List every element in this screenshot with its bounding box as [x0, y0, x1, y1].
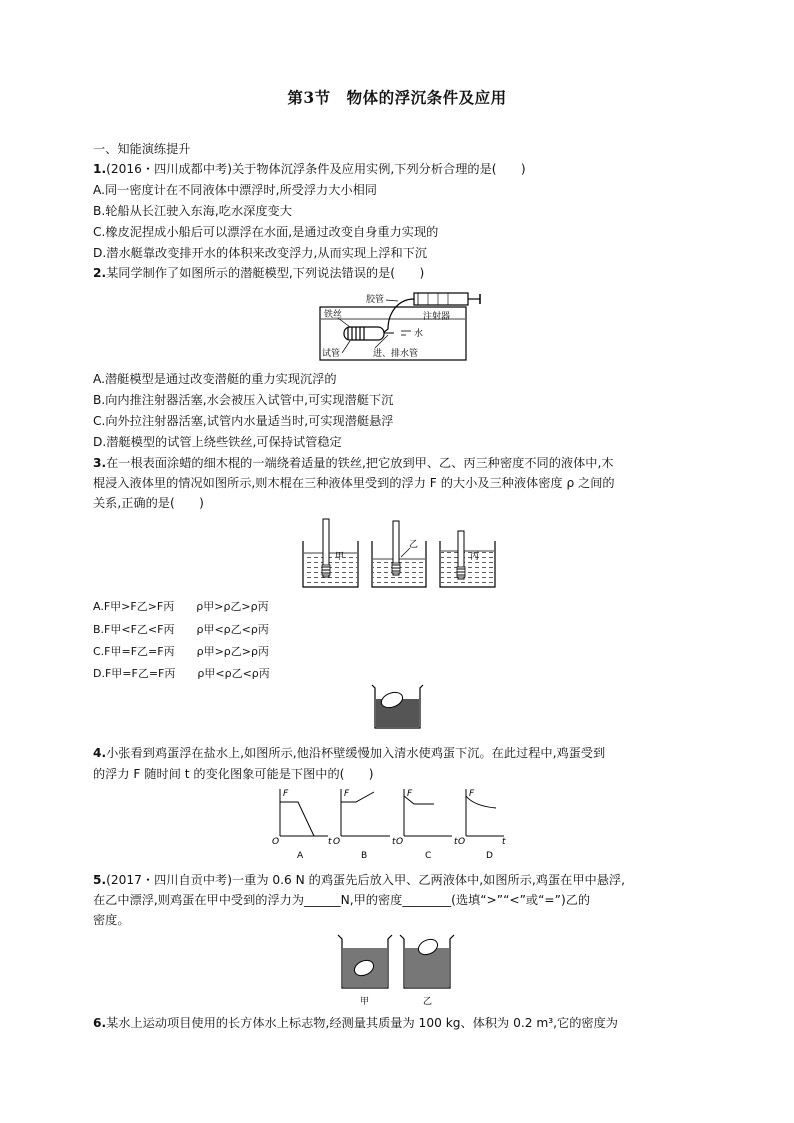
svg-text:F: F	[283, 789, 289, 799]
question-stem: (2017・四川自贡中考)一重为 0.6 N 的鸡蛋先后放入甲、乙两液体中,如图所示,鸡蛋在甲中悬浮,	[106, 873, 625, 887]
q3-stem-line-2: 棍浸入液体里的情况如图所示,则木棍在三种液体里受到的浮力 F 的大小及三种液体密度 ρ 之间的	[93, 476, 615, 490]
svg-text:O: O	[272, 837, 280, 847]
page-title: 第3节 物体的浮沉条件及应用	[287, 88, 507, 107]
graph-d	[458, 789, 504, 861]
question-number: 4.	[93, 746, 107, 760]
question-number: 5.	[93, 873, 107, 887]
beaker-bing	[440, 531, 495, 587]
q3-stem-line-3: 关系,正确的是( )	[93, 496, 204, 510]
question-number: 2.	[93, 266, 107, 280]
buoyancy-graphs-figure	[268, 786, 508, 866]
submarine-model-figure	[318, 285, 483, 365]
label-syringe: 注射器	[423, 312, 451, 322]
question-number: 3.	[93, 456, 107, 470]
label-yi: 乙	[423, 997, 433, 1007]
question-3	[93, 453, 614, 473]
svg-text:F: F	[344, 789, 350, 799]
syringe-barrel	[414, 293, 468, 305]
q3-option-c: C.F甲=F乙=F丙 ρ甲>ρ乙>ρ丙	[93, 645, 269, 658]
svg-text:t: t	[454, 837, 458, 847]
question-5	[93, 870, 625, 890]
question-number: 1.	[93, 162, 107, 176]
question-4	[93, 743, 605, 763]
question-6	[93, 1013, 618, 1033]
svg-text:t: t	[392, 837, 396, 847]
q1-option-c: C.橡皮泥捏成小船后可以漂浮在水面,是通过改变自身重力实现的	[93, 225, 439, 239]
q1-option-b: B.轮船从长江驶入东海,吃水深度变大	[93, 204, 292, 218]
question-number: 6.	[93, 1016, 107, 1030]
q3-option-d: D.F甲=F乙=F丙 ρ甲<ρ乙<ρ丙	[93, 667, 270, 680]
beaker-jia	[338, 935, 392, 1007]
question-1	[93, 159, 526, 179]
svg-text:F: F	[469, 789, 475, 799]
q2-option-d: D.潜艇模型的试管上绕些铁丝,可保持试管稳定	[93, 435, 342, 449]
svg-text:O: O	[396, 837, 404, 847]
label-test-tube: 试管	[322, 349, 341, 359]
svg-text:C: C	[425, 851, 432, 861]
graph-c	[396, 789, 452, 861]
q4-stem-line-2: 的浮力 F 随时间 t 的变化图象可能是下图中的( )	[93, 767, 374, 781]
q5-stem-line-2: 在乙中漂浮,则鸡蛋在甲中受到的浮力为______N,甲的密度________(选填“>”“<”或“=”)乙的	[93, 893, 591, 907]
svg-text:t: t	[502, 837, 506, 847]
question-stem: 在一根表面涂蜡的细木棍的一端绕着适量的铁丝,把它放到甲、乙、丙三种密度不同的液体中,木	[106, 456, 614, 470]
q1-option-d: D.潜水艇靠改变排开水的体积来改变浮力,从而实现上浮和下沉	[93, 246, 428, 260]
label-yi: 乙	[409, 540, 419, 550]
svg-text:O: O	[458, 837, 466, 847]
question-stem: 某同学制作了如图所示的潜艇模型,下列说法错误的是( )	[106, 266, 425, 280]
svg-text:D: D	[486, 851, 493, 861]
svg-text:B: B	[361, 851, 368, 861]
question-stem: (2016・四川成都中考)关于物体沉浮条件及应用实例,下列分析合理的是( )	[106, 162, 526, 176]
q2-option-b: B.向内推注射器活塞,水会被压入试管中,可实现潜艇下沉	[93, 393, 394, 407]
label-pipe: 进、排水管	[373, 349, 419, 359]
svg-text:t: t	[328, 837, 332, 847]
question-stem: 小张看到鸡蛋浮在盐水上,如图所示,他沿杯壁缓慢加入清水使鸡蛋下沉。在此过程中,鸡蛋受到	[106, 746, 606, 760]
q5-stem-line-3: 密度。	[93, 913, 130, 927]
beaker-yi	[400, 935, 454, 1007]
q3-option-a: A.F甲>F乙>F丙 ρ甲>ρ乙>ρ丙	[93, 600, 269, 613]
q2-option-c: C.向外拉注射器活塞,试管内水量适当时,可实现潜艇悬浮	[93, 414, 394, 428]
section-heading: 一、知能演练提升	[93, 142, 191, 156]
label-bing: 丙	[470, 552, 480, 562]
svg-text:F: F	[407, 789, 413, 799]
beaker-yi	[372, 521, 426, 587]
beaker-jia	[303, 519, 358, 587]
q2-option-a: A.潜艇模型是通过改变潜艇的重力实现沉浮的	[93, 372, 337, 386]
label-jia: 甲	[335, 552, 345, 562]
q1-option-a: A.同一密度计在不同液体中漂浮时,所受浮力大小相同	[93, 183, 377, 197]
label-tube: 胶管	[366, 295, 385, 305]
rubber-tube	[383, 299, 414, 333]
q3-option-b: B.F甲<F乙<F丙 ρ甲<ρ乙<ρ丙	[93, 623, 269, 636]
label-water: 水	[414, 329, 424, 339]
question-2	[93, 263, 424, 283]
egg-two-liquids-figure	[336, 932, 456, 1010]
label-jia: 甲	[360, 997, 370, 1007]
svg-text:O: O	[333, 837, 341, 847]
egg-saltwater-figure	[370, 683, 425, 731]
svg-text:A: A	[297, 851, 304, 861]
label-wire: 铁丝	[324, 310, 343, 320]
graph-b	[333, 789, 390, 861]
question-stem: 某水上运动项目使用的长方体水上标志物,经测量其质量为 100 kg、体积为 0.2 m³,它的密度为	[106, 1016, 618, 1030]
graph-a	[272, 789, 328, 861]
density-beakers-figure	[300, 515, 500, 590]
